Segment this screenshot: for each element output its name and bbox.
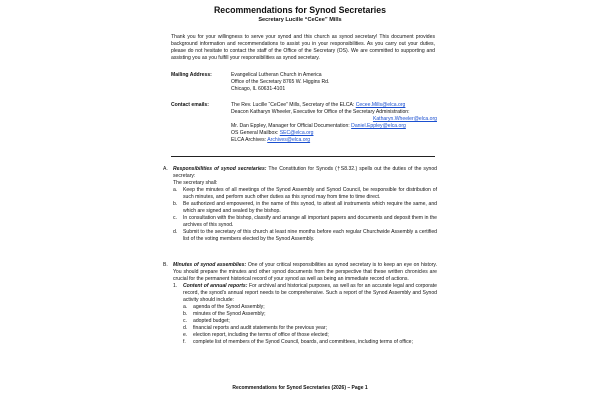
list-text: minutes of the Synod Assembly; [193,311,266,317]
list-marker: e. [183,332,188,338]
mailing-line: Evangelical Lutheran Church in America [231,72,322,78]
email-link[interactable]: Daniel.Eppley@elca.org [351,123,406,129]
list-text: election report, including the terms of office of those elected; [193,332,329,338]
section-b-paragraph [163,262,437,283]
list-text: Be authorized and empowered, in the name of this synod, to attest all instruments which require the same, and which are signed and sealed by the bishop. [183,201,437,214]
contact-line [231,123,437,130]
section-heading: Minutes of synod assemblies: [173,262,247,268]
contact-line [231,116,437,123]
list-item [163,318,437,325]
list-marker: b. [173,201,178,207]
subsection-heading: Content of annual reports: [183,283,248,289]
page-subtitle: Secretary Lucille “CeCee” Mills [258,17,342,23]
mailing-line: Office of the Secretary 8765 W. Higgins Rd. [231,79,330,85]
subsection [163,283,437,304]
list-item [163,201,437,215]
mailing-address [231,72,329,93]
section-b [163,262,437,346]
contact-emails-label: Contact emails: [171,102,209,108]
contact-line [231,102,437,109]
list-item [163,304,437,311]
section-a-lead: The secretary shall: [173,180,218,186]
email-link[interactable]: Archives@elca.org [267,137,311,143]
list-item [163,311,437,318]
email-link[interactable]: Cecee.Mills@elca.org [355,102,406,108]
contact-line [231,137,437,144]
section-text: One of your critical responsibilities as synod secretary is to keep an eye on history. You should prepare the minutes and other synod documents from the perspective that these written chronicles are crucial for the permanent historical record of your synod as well as being an immediate record of actions. [173,262,437,282]
contact-list [231,102,437,144]
contact-name: Mr. Dan Eppley, Manager for Official Documentation: [231,123,352,129]
section-a [163,166,437,243]
list-text: Keep the minutes of all meetings of the Synod Assembly and Synod Council, be responsible for distribution of such minutes, and perform such other duties as this synod may from time to time direct. [183,187,437,200]
section-a-heading [163,166,437,180]
contact-name: OS General Mailbox: [231,130,280,136]
email-link[interactable]: SEC@elca.org [279,130,314,136]
list-marker: c. [183,318,187,324]
list-item [163,215,437,229]
page-title: Recommendations for Synod Secretaries [213,5,387,15]
mailing-line: Chicago, IL 60631-4101 [231,86,286,92]
list-item [163,229,437,243]
list-text: agenda of the Synod Assembly; [193,304,265,310]
section-divider [171,156,435,157]
email-link[interactable]: Katharyn.Wheeler@elca.org [372,116,437,122]
list-item [163,332,437,339]
list-text: financial reports and audit statements for the previous year; [193,325,327,331]
intro-paragraph: Thank you for your willingness to serve your synod and this church as synod secretary! This document provides background information and recommendations to assist you in your responsibilities. As you carry out your duties, please do not hesitate to contact the staff of the Office of the Secretary (OS). We are committed to supporting and assisting you as you fulfill your responsibilities as synod secretary. [171,34,435,61]
section-heading-text: The Constitution for Synods (†S8.32.) spells out the duties of the synod secretary: [173,166,438,179]
list-marker: f. [183,339,186,345]
contact-line [231,130,437,137]
list-marker: c. [173,215,177,221]
section-heading: Responsibilities of synod secretaries: [173,166,267,172]
list-text: adopted budget; [193,318,230,324]
contact-name: Deacon Katharyn Wheeler, Executive for Office of the Secretary Administration: [231,109,410,115]
list-marker: d. [173,229,178,235]
section-marker: B. [163,262,168,268]
contact-line [231,109,437,116]
contact-name: The Rev. Lucille “CeCee” Mills, Secretary of the ELCA: [231,102,356,108]
section-marker: A. [163,166,168,172]
list-marker: d. [183,325,188,331]
page-footer: Recommendations for Synod Secretaries (2026) – Page 1 [232,385,368,391]
list-item [163,339,437,346]
list-text: In consultation with the bishop, classify and arrange all important papers and documents and deposit them in the archives of this synod. [183,215,437,228]
subsection-text: For archival and historical purposes, as well as for an accurate legal and corporate record, the synod’s annual report needs to be comprehensive. Such a report of the Synod Assembly and Synod activity should include: [183,283,438,303]
subsection-marker: 1. [173,283,178,289]
list-item [163,187,437,201]
list-text: complete list of members of the Synod Council, boards, and committees, including terms of office; [193,339,413,345]
list-marker: a. [173,187,178,193]
list-marker: a. [183,304,188,310]
contact-name: ELCA Archives: [231,137,268,143]
list-item [163,325,437,332]
mailing-address-label: Mailing Address: [171,72,212,78]
list-text: Submit to the secretary of this church at least nine months before each regular Churchwide Assembly a certified list of the voting members elected by the Synod Assembly. [183,229,437,242]
list-marker: b. [183,311,188,317]
